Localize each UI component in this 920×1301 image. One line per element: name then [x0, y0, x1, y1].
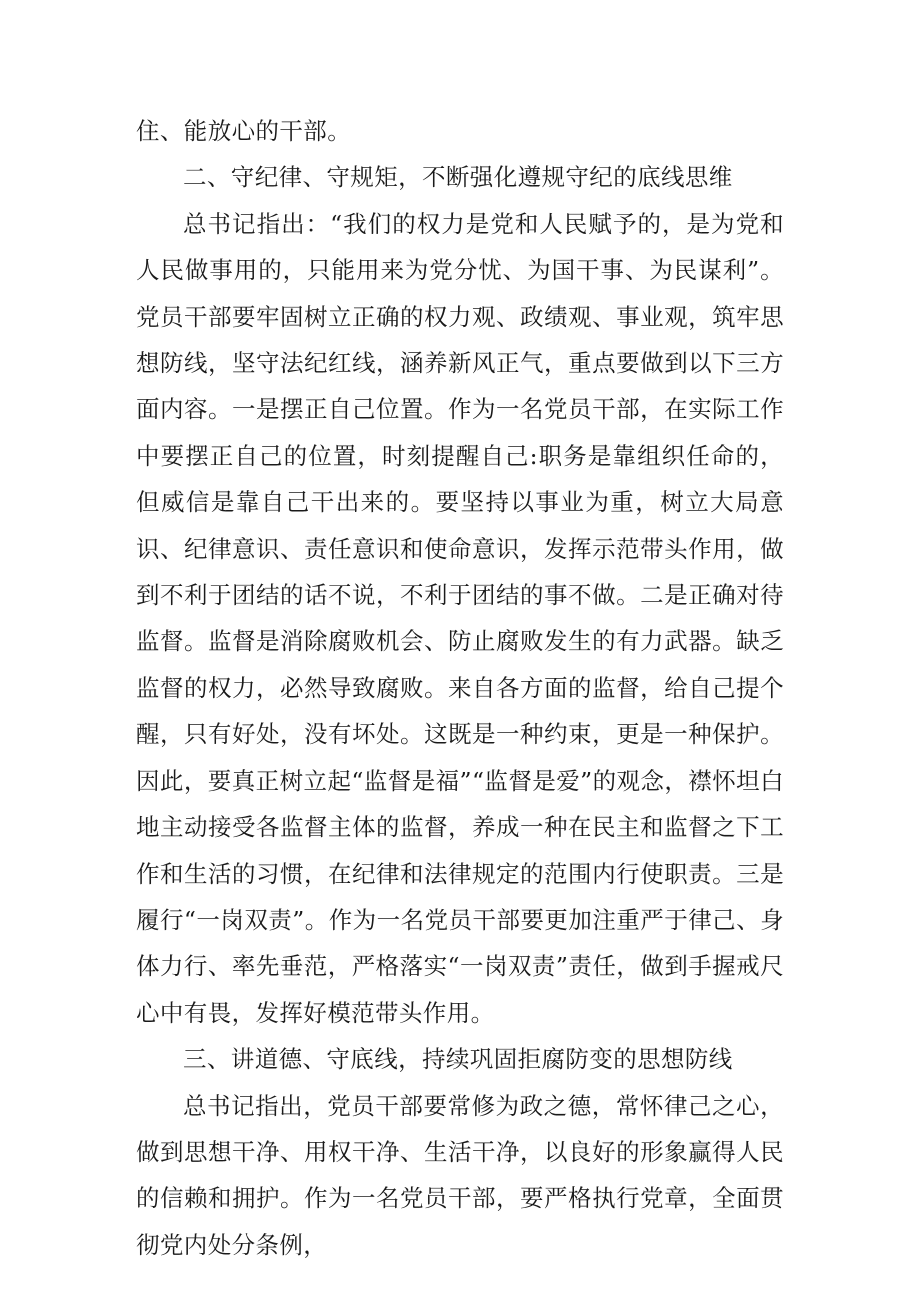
- section-heading-three: 三、讲道德、守底线，持续巩固拒腐防变的思想防线: [183, 1045, 733, 1074]
- paragraph-section-two-body: 总书记指出：“我们的权力是党和人民赋予的，是为党和人民做事用的，只能用来为党分忧、为国干事、为民谋利”。党员干部要牢固树立正确的权力观、政绩观、事业观，筑牢思想防线，坚守法纪红线，涵养新风正气，重点要做到以下三方面内容。一是摆正自己位置。作为一名党员干部，在实际工作中要摆正自己的位置，时刻提醒自己:职务是靠组织任命的，但威信是靠自己干出来的。要坚持以事业为重，树立大局意识、纪律意识、责任意识和使命意识，发挥示范带头作用，做到不利于团结的话不说，不利于团结的事不做。二是正确对待监督。监督是消除腐败机会、防止腐败发生的有力武器。缺乏监督的权力，必然导致腐败。来自各方面的监督，给自己提个醒，只有好处，没有坏处。这既是一种约束，更是一种保护。因此，要真正树立起“监督是福”“监督是爱”的观念，襟怀坦白地主动接受各监督主体的监督，养成一种在民主和监督之下工作和生活的习惯，在纪律和法律规定的范围内行使职责。三是履行“一岗双责”。作为一名党员干部要更加注重严于律己、身体力行、率先垂范，严格落实“一岗双责”责任，做到手握戒尺心中有畏，发挥好模范带头作用。: [136, 209, 784, 1027]
- paragraph-section-three-body: 总书记指出，党员干部要常修为政之德，常怀律己之心，做到思想干净、用权干净、生活干净，以良好的形象赢得人民的信赖和拥护。作为一名党员干部，要严格执行党章，全面贯彻党内处分条例，: [136, 1091, 784, 1259]
- section-heading-two: 二、守纪律、守规矩，不断强化遵规守纪的底线思维: [183, 163, 733, 192]
- document-body: [136, 108, 784, 1268]
- paragraph-continuation: 住、能放心的干部。: [136, 117, 352, 145]
